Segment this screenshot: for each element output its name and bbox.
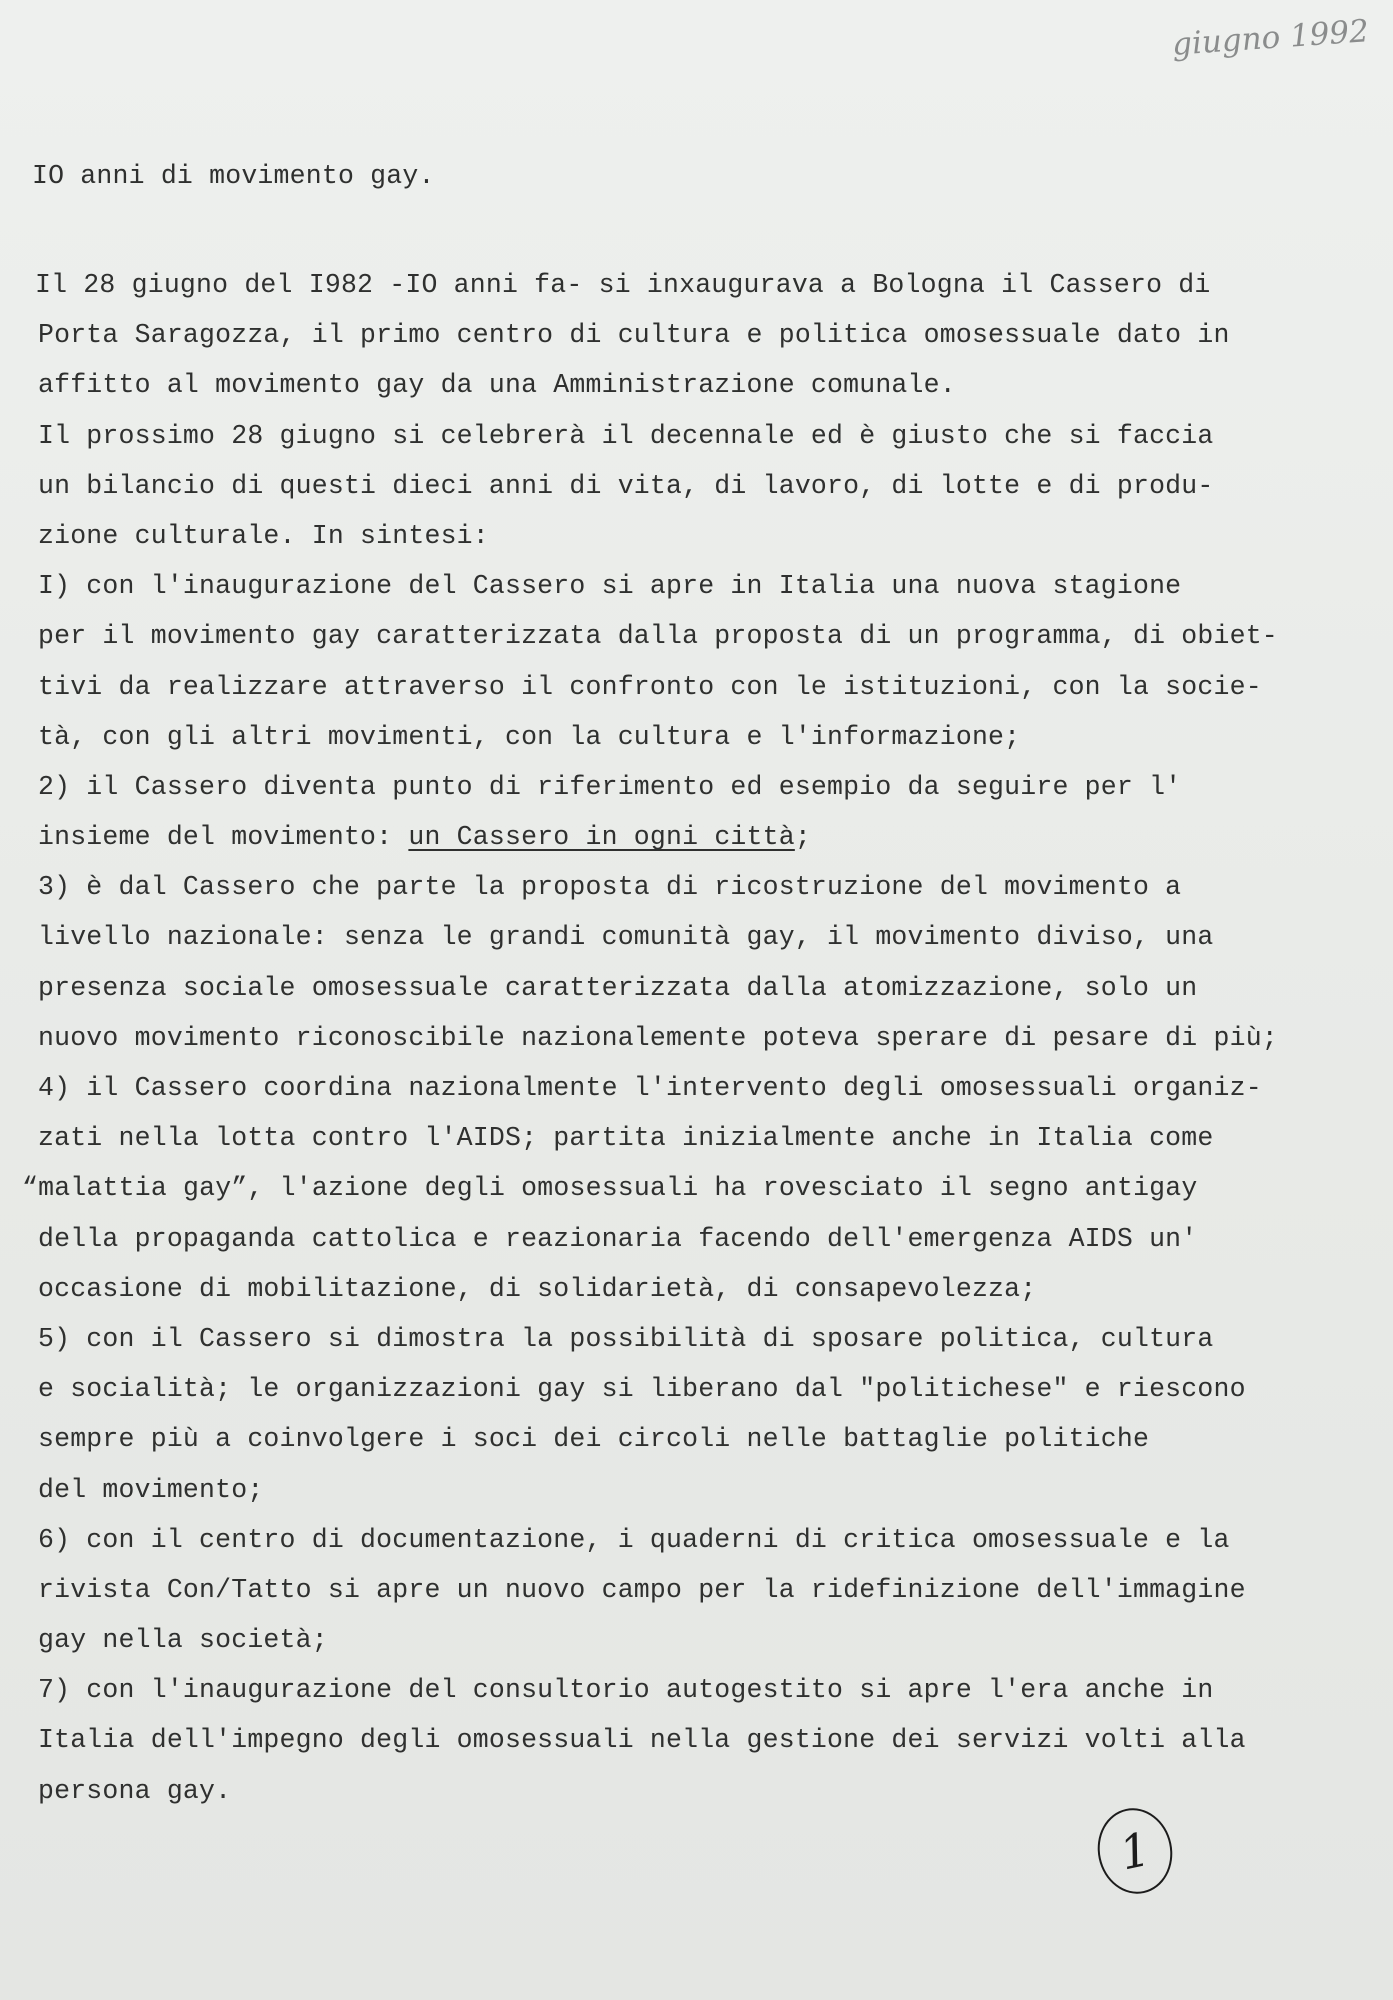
body-line-24: sempre più a coinvolgere i soci dei circoli nelle battaglie politiche xyxy=(38,1424,1150,1455)
document-title: IO anni di movimento gay. xyxy=(32,161,435,191)
body-line-3: affitto al movimento gay da una Amministrazione comunale. xyxy=(38,370,956,401)
body-line-22: 5) con il Cassero si dimostra la possibilità di sposare politica, cultura xyxy=(38,1323,1214,1354)
body-line-1: Il 28 giugno del I982 -IO anni fa- si inxaugurava a Bologna il Cassero di xyxy=(35,270,1211,300)
body-line-26: 6) con il centro di documentazione, i quaderni di critica omosessuale e la xyxy=(38,1524,1230,1555)
page-number-label: 1 xyxy=(1115,1821,1155,1881)
body-line-7: I) con l'inaugurazione del Cassero si apre in Italia una nuova stagione xyxy=(38,571,1182,602)
body-line-10: tà, con gli altri movimenti, con la cultura e l'informazione; xyxy=(38,721,1021,752)
document-body xyxy=(22,260,1378,1816)
body-line-4: Il prossimo 28 giugno si celebrerà il decennale ed è giusto che si faccia xyxy=(38,420,1214,451)
body-line-19: “malattia gay”, l'azione degli omosessuali ha rovesciato il segno antigay xyxy=(22,1173,1198,1204)
body-line-27: rivista Con/Tatto si apre un nuovo campo per la ridefinizione dell'immagine xyxy=(38,1574,1246,1605)
body-line-5: un bilancio di questi dieci anni di vita, di lavoro, di lotte e di produ- xyxy=(38,470,1214,501)
handwritten-date: giugno 1992 xyxy=(1170,13,1370,63)
body-line-28: gay nella società; xyxy=(38,1625,328,1656)
body-line-14: livello nazionale: senza le grandi comunità gay, il movimento diviso, una xyxy=(38,922,1214,953)
body-line-18: zati nella lotta contro l'AIDS; partita inizialmente anche in Italia come xyxy=(38,1123,1214,1154)
body-line-20: della propaganda cattolica e reazionaria facendo dell'emergenza AIDS un' xyxy=(38,1223,1198,1254)
line-12-end: ; xyxy=(794,822,811,853)
body-line-2: Porta Saragozza, il primo centro di cultura e politica omosessuale dato in xyxy=(38,320,1230,351)
body-line-29: 7) con l'inaugurazione del consultorio autogestito si apre l'era anche in xyxy=(38,1675,1214,1706)
body-line-16: nuovo movimento riconoscibile nazionalemente poteva sperare di pesare di più; xyxy=(38,1022,1278,1053)
body-line-23: e socialità; le organizzazioni gay si liberano dal "politichese" e riescono xyxy=(38,1374,1246,1405)
body-line-30: Italia dell'impegno degli omosessuali nella gestione dei servizi volti alla xyxy=(38,1725,1246,1756)
body-line-11: 2) il Cassero diventa punto di riferimento ed esempio da seguire per l' xyxy=(38,771,1182,802)
underlined-phrase: un Cassero in ogni città xyxy=(408,822,795,853)
body-line-13: 3) è dal Cassero che parte la proposta di ricostruzione del movimento a xyxy=(38,872,1182,903)
body-line-8: per il movimento gay caratterizzata dalla proposta di un programma, di obiet- xyxy=(38,621,1278,652)
body-line-12 xyxy=(38,812,1378,862)
body-line-6: zione culturale. In sintesi: xyxy=(38,520,489,551)
body-line-15: presenza sociale omosessuale caratterizzata dalla atomizzazione, solo un xyxy=(38,972,1198,1003)
line-12-lead: insieme del movimento: xyxy=(38,822,409,853)
body-line-9: tivi da realizzare attraverso il confronto con le istituzioni, con la socie- xyxy=(38,671,1262,702)
body-line-21: occasione di mobilitazione, di solidarietà, di consapevolezza; xyxy=(38,1273,1037,1304)
body-line-17: 4) il Cassero coordina nazionalmente l'intervento degli omosessuali organiz- xyxy=(38,1073,1262,1103)
page-number xyxy=(1090,1801,1180,1901)
body-line-31: persona gay. xyxy=(38,1775,232,1806)
body-line-25: del movimento; xyxy=(38,1474,264,1505)
